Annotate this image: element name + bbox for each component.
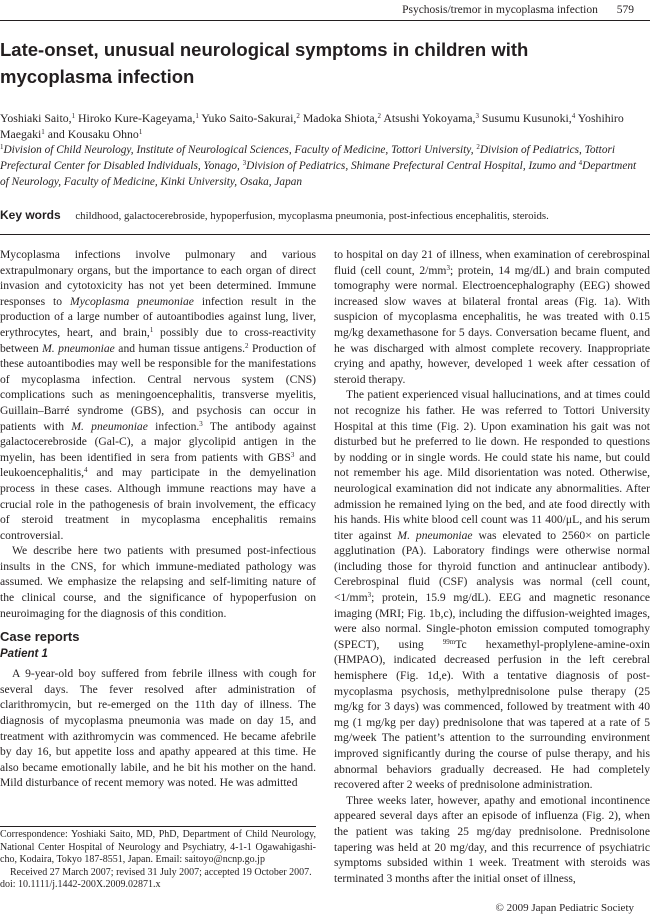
article-title: Late-onset, unusual neurological symptoms in children with mycoplasma infection — [0, 39, 529, 87]
author-name: Susumu Kusunoki, — [481, 111, 572, 125]
italic-term: M. pneumoniae — [42, 341, 115, 355]
affiliation-marker: 4 — [571, 112, 576, 120]
copyright-notice: © 2009 Japan Pediatric Society — [495, 902, 634, 914]
text-run: and human tissue antigens. — [114, 341, 245, 355]
affiliation-marker: 3 — [475, 112, 479, 120]
text-run: and leukoencephalitis, — [0, 450, 316, 480]
text-run: Production of these autoantibodies may well be responsible for the manifestations of mycoplasma infection. Central nervous system (CNS) complications such as meningoencephalitis, transverse myelitis, Guillain–Barré syndrome (GBS), and psychosis can occur in patients with — [0, 341, 316, 433]
case-paragraph-3 — [334, 387, 650, 792]
author-name: Yuko Saito-Sakurai, — [201, 111, 297, 125]
case-paragraph-1: A 9-year-old boy suffered from febrile illness with cough for several days. The fever resolved after administration of clarithromycin, but re-emerged on the 11th day of illness. The diagnosis of mycoplasma pneumonia was made on day 15, and treatment with azithromycin was commenced. He became afebrile by day 16, but appetite loss and apathy appeared at this time. He also became emotionally labile, and he bit his mother on the hand. Mild disturbance of recent memory was noted. He was admitted — [0, 667, 316, 790]
affiliation-text: Division of Pediatrics, Tottori Prefectural Center for Disabled Individuals, Yonago, — [0, 144, 615, 172]
text-run: The patient experienced visual hallucinations, and at times could not recognize his father. He was referred to Tottori University Hospital at this time (Fig. 2). Upon examination his gait was not disturbed but he preferred to lie down. He responded to questions by nodding or in single words. He could state his name, but could not remember his age. Mild disorientation was noted. Otherwise, neurological examination did not indicate any abnormalities. After admission he remained lying on the bed, and ate food directly with his hands. His white blood cell count was 11 400/μL, and his serum titer against — [334, 388, 650, 542]
left-column — [0, 247, 316, 847]
affiliation-marker: 1 — [138, 128, 143, 136]
text-run: ; protein, 14 mg/dL) and brain computed tomography were normal. Electroencephalography (EEG) showed increased slow waves at bilateral frontal areas (Fig. 1a). With suspicion of mycoplasma encephalitis, he was treated with 0.15 mg/kg dexamethasone for 5 days. Conversation became fluent, and he was discharged with almost complete recovery. Inappropriate crying and apathy, however, developed 1 week after cessation of steroid therapy. — [334, 263, 650, 386]
case-paragraph-4: Three weeks later, however, apathy and emotional incontinence appeared several days after an episode of influenza (Fig. 2), when the patient was taking 25 mg/day prednisolone. Prednisolone tapering was held at 20 mg/day, and this recurrence of psychiatric symptoms subsided within 1 week. Treatment with steroids was terminated 3 months after the initial onset of illness, — [334, 793, 650, 885]
text-run: was elevated to 2560× on particle agglutination (PA). Laboratory findings were otherwise normal (including those for thyroid function and antinuclear antibody). Cerebrospinal fluid (CSF) analysis was normal (cell count, <1/mm — [334, 528, 650, 605]
affiliation-marker: 1 — [0, 143, 4, 151]
keywords-text: childhood, galactocerebroside, hypoperfusion, mycoplasma pneumonia, post-infectious encephalitis, steroids. — [75, 210, 549, 222]
text-run: Mycoplasma infections involve pulmonary and various extrapulmonary organs, but the importance to each organ of direct invasion and cytotoxicity has not yet been determined. Immune responses to — [0, 248, 316, 308]
case-paragraph-2 — [334, 247, 650, 387]
citation-superscript: 2 — [245, 341, 249, 350]
page-number: 579 — [616, 4, 634, 16]
affiliation-marker: 1 — [195, 112, 199, 120]
correspondence-note: Correspondence: Yoshiaki Saito, MD, PhD, Department of Child Neurology, National Center Hospital of Neurology and Psychiatry, 4-1-1 Ogawahigashi-cho, Kodaira, Tokyo 187-8551, Japan. Email: saitoyo@ncnp.go.jp — [0, 829, 316, 866]
subsection-heading-patient-1: Patient 1 — [0, 648, 48, 661]
citation-superscript: 3 — [290, 450, 295, 459]
text-run: The antibody against galactocerebroside (Gal-C), a major glycolipid antigen in the myelin, has been identified in sera from patients with GBS — [0, 419, 316, 464]
affiliation-marker: 4 — [578, 159, 583, 167]
citation-superscript: 3 — [199, 419, 203, 428]
affiliation-marker: 1 — [71, 112, 76, 120]
italic-term: Mycoplasma pneumoniae — [70, 294, 194, 308]
running-head — [402, 4, 634, 16]
right-column — [334, 247, 650, 885]
text-run: to hospital on day 21 of illness, when examination of cerebrospinal fluid (cell count, 2/mm — [334, 248, 650, 277]
section-heading-case-reports: Case reports — [0, 629, 80, 645]
footnotes — [0, 829, 316, 892]
affiliation-marker: 2 — [296, 112, 300, 120]
author-name: Yoshiaki Saito, — [0, 111, 72, 125]
italic-term: M. pneumoniae — [71, 419, 148, 433]
affiliation-text: Division of Child Neurology, Institute of Neurological Sciences, Faculty of Medicine, Tottori University, — [3, 144, 477, 156]
affiliation-marker: 2 — [377, 112, 382, 120]
doi: doi: 10.1111/j.1442-200X.2009.02871.x — [0, 879, 161, 891]
affiliation-list — [0, 142, 640, 190]
author-name: Atsushi Yokoyama, — [383, 111, 476, 125]
affiliation-text: Department of Neurology, Faculty of Medicine, Kinki University, Osaka, Japan — [0, 160, 637, 188]
keywords — [0, 208, 645, 222]
intro-paragraph-2: We describe here two patients with presumed post-infectious insults in the CNS, for which immune-mediated pathology was assumed. We emphasize the relapsing and self-limiting nature of the clinical course, and the significance of hypoperfusion on neuroimaging for the diagnosis of this condition. — [0, 544, 316, 620]
running-head-title: Psychosis/tremor in mycoplasma infection — [402, 4, 598, 16]
author-name: Madoka Shiota, — [302, 111, 378, 125]
received-dates: Received 27 March 2007; revised 31 July 2007; accepted 19 October 2007. — [10, 866, 312, 878]
keywords-label: Key words — [0, 208, 61, 222]
footnote-rule — [0, 826, 316, 827]
affiliation-text: Division of Pediatrics, Shimane Prefectural Central Hospital, Izumo and — [246, 160, 579, 172]
header-rule — [0, 20, 650, 21]
citation-superscript: 3 — [446, 263, 450, 272]
text-run: Tc hexamethyl-proplylene-amine-oxin (HMPAO), indicated decreased perfusion in the left cerebral hemisphere (Fig. 1d,e). With a tentative diagnosis of post-mycoplasma psychosis, methylprednisolone pulse therapy (25 mg/kg for 3 days) was commenced, followed by treatment with 40 mg (1 mg/kg per day) prednisolone that was tapered at a rate of 5 mg/week The patient’s attention to the surrounding environment improved significantly during the course of pulse therapy, and his abnormal behaviors gradually decreased. He had completely recovered after 2 weeks of prednisolone administration. — [334, 637, 650, 792]
citation-superscript: 99m — [442, 637, 456, 646]
text-run: infection result in the production of a large number of autoantibodies against lung, liver, erythrocytes, heart, and brain, — [0, 294, 316, 339]
citation-superscript: 3 — [367, 591, 372, 600]
author-name: Yoshihiro Maegaki — [0, 111, 624, 141]
author-name: and Kousaku Ohno — [47, 127, 139, 141]
affiliation-marker: 2 — [476, 143, 480, 151]
text-run: and may participate in the demyelination process in these cases. Although immune reactions may have a crucial role in the pathogenesis of brain involvement, the efficacy of steroid treatment in mycoplasma encephalitis remains controversial. — [0, 466, 316, 542]
affiliation-marker: 1 — [41, 128, 45, 136]
text-run: possibly due to cross-reactivity between — [0, 325, 316, 355]
citation-superscript: 1 — [149, 325, 154, 334]
keywords-rule — [0, 234, 650, 235]
text-run: infection. — [147, 419, 200, 433]
author-name: Hiroko Kure-Kageyama, — [78, 111, 196, 125]
author-list — [0, 110, 640, 142]
affiliation-marker: 3 — [242, 159, 247, 167]
text-run: ; protein, 15.9 mg/dL). EEG and magnetic resonance imaging (MRI; Fig. 1b,c), including the diffusion-weighted images, were also normal. Single-photon emission computed tomography (SPECT), using — [334, 591, 650, 651]
italic-term: M. pneumoniae — [397, 528, 473, 542]
citation-superscript: 4 — [84, 466, 88, 475]
intro-paragraph-1 — [0, 247, 316, 543]
